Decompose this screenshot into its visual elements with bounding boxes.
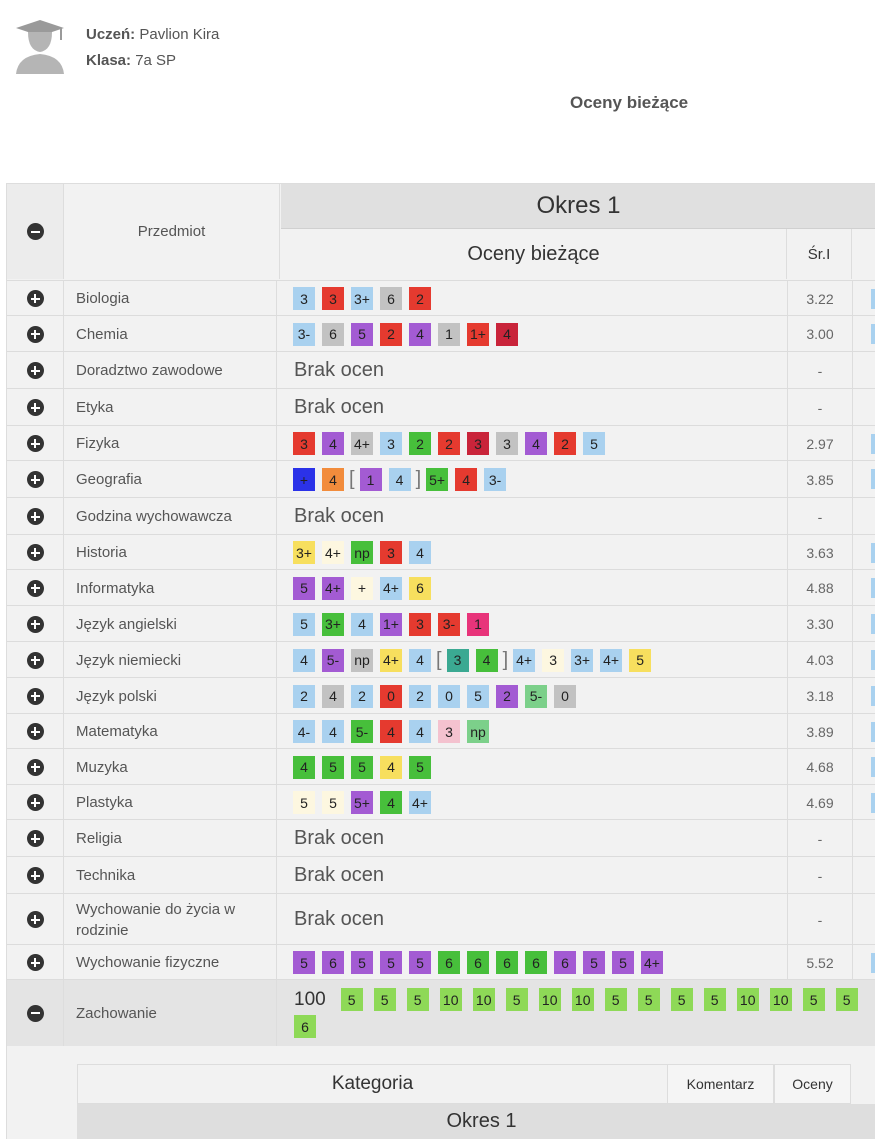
subject-name: Historia (64, 535, 277, 570)
row-action-edge[interactable] (871, 324, 875, 344)
grades-list (293, 570, 783, 606)
subject-row (7, 748, 875, 785)
plus-circle-icon (27, 399, 44, 416)
grades-list (293, 281, 783, 316)
grade-badge[interactable]: 5 (407, 988, 429, 1011)
expand-row-toggle[interactable] (7, 678, 64, 714)
grade-badge[interactable]: 4+ (513, 649, 535, 672)
grade-badge[interactable]: 5 (506, 988, 528, 1011)
grade-badge[interactable]: 5+ (351, 791, 373, 814)
plus-circle-icon (27, 759, 44, 776)
grade-badge[interactable]: 4- (293, 720, 315, 743)
plus-circle-icon (27, 580, 44, 597)
grade-badge[interactable]: 5 (583, 951, 605, 974)
no-grades-text: Brak ocen (294, 359, 385, 381)
subject-name: Chemia (64, 316, 277, 352)
current-grades-header: Oceny bieżące (281, 229, 787, 279)
row-action-edge[interactable] (871, 650, 875, 670)
grade-badge[interactable]: 5 (704, 988, 726, 1011)
expand-row-toggle[interactable] (7, 945, 64, 980)
grade-badge[interactable]: 6 (554, 951, 576, 974)
expand-row-toggle[interactable] (7, 498, 64, 535)
subject-name: Język niemiecki (64, 642, 277, 678)
bracket: [ (436, 648, 442, 671)
expand-row-toggle[interactable] (7, 535, 64, 570)
subject-row (7, 569, 875, 606)
grade-badge[interactable]: 2 (554, 432, 576, 455)
subject-row (7, 856, 875, 894)
grade-badge[interactable]: 4 (525, 432, 547, 455)
average-value: 3.89 (787, 714, 853, 749)
bracket: ] (502, 648, 509, 671)
grade-badge[interactable]: 5- (322, 649, 344, 672)
grade-badge[interactable]: 0 (380, 685, 402, 708)
grade-badge[interactable]: 10 (770, 988, 792, 1011)
grade-badge[interactable]: 3- (293, 323, 315, 346)
grade-badge[interactable]: 10 (572, 988, 594, 1011)
subject-name: Język angielski (64, 606, 277, 642)
no-grades-text: Brak ocen (294, 505, 385, 527)
subject-row (7, 819, 875, 857)
grade-badge[interactable]: 5 (583, 432, 605, 455)
no-grades-text: Brak ocen (294, 864, 385, 886)
grade-badge[interactable]: 5 (293, 791, 315, 814)
grade-badge[interactable]: 2 (409, 287, 431, 310)
grade-badge[interactable]: 5- (525, 685, 547, 708)
grade-badge[interactable]: 5 (836, 988, 858, 1011)
no-grades-text: Brak ocen (294, 908, 385, 930)
subject-row (7, 460, 875, 498)
grade-badge[interactable]: 6 (380, 287, 402, 310)
plus-circle-icon (27, 544, 44, 561)
subject-name: Wychowanie do życia w rodzinie (64, 894, 277, 945)
average-value: 3.00 (787, 316, 853, 352)
grade-badge[interactable]: 5 (605, 988, 627, 1011)
grade-badge[interactable]: 4 (380, 720, 402, 743)
subject-name: Język polski (64, 678, 277, 714)
plus-circle-icon (27, 794, 44, 811)
grade-badge[interactable]: np (351, 649, 373, 672)
plus-circle-icon (27, 435, 44, 452)
grade-badge[interactable]: 1 (360, 468, 382, 491)
grade-badge[interactable]: 4 (409, 541, 431, 564)
grade-badge[interactable]: 3 (293, 432, 315, 455)
subject-row (7, 351, 875, 389)
grade-badge[interactable]: 4+ (600, 649, 622, 672)
grade-badge[interactable]: 3 (322, 287, 344, 310)
grade-badge[interactable]: 2 (438, 432, 460, 455)
grade-badge[interactable]: 4 (409, 720, 431, 743)
subject-row (7, 605, 875, 642)
grades-list (293, 820, 783, 857)
period-header: Okres 1 (281, 184, 875, 229)
behavior-row (7, 979, 875, 1046)
grade-badge[interactable]: 6 (322, 323, 344, 346)
plus-circle-icon (27, 830, 44, 847)
subject-row (7, 677, 875, 714)
average-value: - (787, 389, 853, 426)
grade-badge[interactable]: 3 (409, 613, 431, 636)
category-header: Kategoria (77, 1064, 668, 1104)
grade-badge[interactable]: 5 (671, 988, 693, 1011)
expand-row-toggle[interactable] (7, 857, 64, 894)
grade-badge[interactable]: 3 (293, 287, 315, 310)
expand-row-toggle[interactable] (7, 570, 64, 606)
grade-badge[interactable]: 4 (351, 613, 373, 636)
subject-name: Zachowanie (64, 980, 277, 1046)
plus-circle-icon (27, 290, 44, 307)
grades-list (293, 749, 783, 785)
grade-badge[interactable]: 5 (409, 951, 431, 974)
average-value: - (787, 352, 853, 389)
grade-badge[interactable]: 10 (473, 988, 495, 1011)
plus-circle-icon (27, 723, 44, 740)
average-value: 4.88 (787, 570, 853, 606)
grade-badge[interactable]: 2 (496, 685, 518, 708)
grade-badge[interactable]: 4+ (380, 577, 402, 600)
row-action-edge[interactable] (871, 543, 875, 563)
grade-badge[interactable]: 10 (737, 988, 759, 1011)
expand-row-toggle[interactable] (7, 749, 64, 785)
student-class-line: Klasa: 7a SP (86, 52, 177, 69)
grade-badge[interactable]: 5 (374, 988, 396, 1011)
grade-badge[interactable]: 4 (293, 756, 315, 779)
subject-row (7, 497, 875, 535)
grade-badge[interactable]: 6 (438, 951, 460, 974)
grade-badge[interactable]: 5 (638, 988, 660, 1011)
plus-circle-icon (27, 471, 44, 488)
subject-name: Godzina wychowawcza (64, 498, 277, 535)
plus-circle-icon (27, 616, 44, 633)
bracket: [ (349, 468, 355, 490)
subject-name: Informatyka (64, 570, 277, 606)
grade-badge[interactable]: 4 (409, 323, 431, 346)
plus-circle-icon (27, 911, 44, 928)
grade-badge[interactable]: 4 (389, 468, 411, 491)
subject-row (7, 893, 875, 945)
behavior-points-list (294, 980, 869, 1046)
average-value: 4.69 (787, 785, 853, 820)
grade-badge[interactable]: 1 (438, 323, 460, 346)
average-value: 3.22 (787, 281, 853, 316)
expand-row-toggle[interactable] (7, 281, 64, 316)
grade-badge[interactable]: 6 (322, 951, 344, 974)
grade-badge[interactable]: 4 (322, 432, 344, 455)
grade-badge[interactable]: 0 (554, 685, 576, 708)
subject-name: Religia (64, 820, 277, 857)
grades-list (293, 389, 783, 426)
grade-badge[interactable]: + (351, 577, 373, 600)
grade-badge[interactable]: 10 (440, 988, 462, 1011)
grade-badge[interactable]: 2 (293, 685, 315, 708)
no-grades-text: Brak ocen (294, 396, 385, 418)
average-value: 4.68 (787, 749, 853, 785)
average-value: - (787, 820, 853, 857)
average-column-header: Śr.I (787, 229, 852, 279)
grades-list (293, 785, 783, 820)
grade-badge[interactable]: 4+ (641, 951, 663, 974)
grade-badge[interactable]: 6 (409, 577, 431, 600)
grade-badge[interactable]: 6 (294, 1015, 316, 1038)
subject-name: Biologia (64, 281, 277, 316)
expand-row-toggle[interactable] (7, 785, 64, 820)
grade-badge[interactable]: 3+ (322, 613, 344, 636)
row-action-edge[interactable] (871, 469, 875, 489)
grade-badge[interactable]: 4 (380, 756, 402, 779)
expand-row-toggle[interactable] (7, 606, 64, 642)
grades-list (293, 894, 783, 945)
bracket: ] (415, 468, 422, 490)
subject-row (7, 641, 875, 678)
grade-badge[interactable]: 1 (467, 613, 489, 636)
behavior-grades-header: Oceny (774, 1064, 851, 1104)
grade-badge[interactable]: np (467, 720, 489, 743)
grades-table (6, 183, 875, 1139)
row-action-edge[interactable] (871, 686, 875, 706)
expand-row-toggle[interactable] (7, 714, 64, 749)
grade-badge[interactable]: 3 (496, 432, 518, 455)
grade-badge[interactable]: 4+ (322, 541, 344, 564)
subject-name: Fizyka (64, 426, 277, 461)
minus-circle-icon (27, 1005, 44, 1022)
page-title: Oceny bieżące (570, 93, 689, 112)
subject-column-header: Przedmiot (64, 184, 280, 279)
grade-badge[interactable]: 3 (467, 432, 489, 455)
student-name-line: Uczeń: Pavlion Kira (86, 26, 220, 43)
grade-badge[interactable]: 4+ (322, 577, 344, 600)
grade-badge[interactable]: 3 (380, 432, 402, 455)
subject-row (7, 713, 875, 749)
grades-list (293, 606, 783, 642)
student-info (86, 22, 219, 74)
subject-row (7, 315, 875, 352)
grade-badge[interactable]: 5 (293, 577, 315, 600)
plus-circle-icon (27, 954, 44, 971)
grade-badge[interactable]: 3+ (351, 287, 373, 310)
comment-header: Komentarz (667, 1064, 774, 1104)
subject-name: Plastyka (64, 785, 277, 820)
subject-row (7, 944, 875, 980)
grade-badge[interactable]: 5 (351, 951, 373, 974)
plus-circle-icon (27, 326, 44, 343)
grades-list (293, 426, 783, 461)
grade-badge[interactable]: 3 (542, 649, 564, 672)
expand-row-toggle[interactable] (7, 316, 64, 352)
grade-badge[interactable]: 6 (525, 951, 547, 974)
subject-row (7, 388, 875, 426)
grade-badge[interactable]: 5 (409, 756, 431, 779)
average-value: 5.52 (787, 945, 853, 980)
grade-badge[interactable]: 4 (476, 649, 498, 672)
row-action-edge[interactable] (871, 793, 875, 813)
expand-row-toggle[interactable] (7, 820, 64, 857)
grade-badge[interactable]: 5 (612, 951, 634, 974)
grades-list (293, 352, 783, 389)
grade-badge[interactable]: 4 (322, 720, 344, 743)
grade-badge[interactable]: 5 (467, 685, 489, 708)
subject-row (7, 534, 875, 570)
row-action-edge[interactable] (871, 578, 875, 598)
subject-row (7, 425, 875, 461)
grade-badge[interactable]: 2 (409, 432, 431, 455)
row-action-edge[interactable] (871, 953, 875, 973)
grade-badge[interactable]: 4 (380, 791, 402, 814)
expand-row-toggle[interactable] (7, 642, 64, 678)
row-action-edge[interactable] (871, 614, 875, 634)
plus-circle-icon (27, 867, 44, 884)
grade-badge[interactable]: 4 (293, 649, 315, 672)
grade-badge[interactable]: 3- (438, 613, 460, 636)
grade-badge[interactable]: 1+ (380, 613, 402, 636)
grades-list (293, 945, 783, 980)
grade-badge[interactable]: 5 (341, 988, 363, 1011)
grade-badge[interactable]: 3 (380, 541, 402, 564)
average-value: - (787, 894, 853, 945)
plus-circle-icon (27, 688, 44, 705)
grade-badge[interactable]: 4 (409, 649, 431, 672)
grades-list (293, 714, 783, 749)
grade-badge[interactable]: 1+ (467, 323, 489, 346)
average-value: 3.30 (787, 606, 853, 642)
grade-badge[interactable]: 5+ (426, 468, 448, 491)
grade-badge[interactable]: 4 (455, 468, 477, 491)
grade-badge[interactable]: 3+ (293, 541, 315, 564)
average-value: 3.63 (787, 535, 853, 570)
subject-name: Geografia (64, 461, 277, 498)
grades-list (293, 316, 783, 352)
grade-badge[interactable]: 10 (539, 988, 561, 1011)
grade-badge[interactable]: 3+ (571, 649, 593, 672)
grade-badge[interactable]: 2 (380, 323, 402, 346)
collapse-all-toggle[interactable] (7, 184, 64, 279)
expand-row-toggle[interactable] (7, 426, 64, 461)
grade-badge[interactable]: 6 (496, 951, 518, 974)
plus-circle-icon (27, 508, 44, 525)
expand-row-toggle[interactable] (7, 352, 64, 389)
grade-badge[interactable]: + (293, 468, 315, 491)
subject-name: Wychowanie fizyczne (64, 945, 277, 980)
grade-badge[interactable]: np (351, 541, 373, 564)
grades-list (293, 498, 783, 535)
subject-name: Doradztwo zawodowe (64, 352, 277, 389)
grade-badge[interactable]: 5 (293, 951, 315, 974)
grades-list (293, 857, 783, 894)
average-value: - (787, 857, 853, 894)
grade-badge[interactable]: 4 (322, 468, 344, 491)
behavior-period-header: Okres 1 (77, 1104, 875, 1139)
grade-badge[interactable]: 6 (467, 951, 489, 974)
average-value: 3.18 (787, 678, 853, 714)
behavior-detail-table (77, 1064, 875, 1139)
subject-name: Technika (64, 857, 277, 894)
minus-circle-icon (27, 223, 44, 240)
grades-list (293, 535, 783, 570)
grade-badge[interactable]: 0 (438, 685, 460, 708)
row-action-edge[interactable] (871, 289, 875, 309)
average-value: 2.97 (787, 426, 853, 461)
grade-badge[interactable]: 5 (380, 951, 402, 974)
grade-badge[interactable]: 4+ (409, 791, 431, 814)
row-action-edge[interactable] (871, 434, 875, 454)
grade-badge[interactable]: 5 (322, 791, 344, 814)
grade-badge[interactable]: 4 (496, 323, 518, 346)
grade-badge[interactable]: 5- (351, 720, 373, 743)
expand-row-toggle[interactable] (7, 461, 64, 498)
grades-list (293, 461, 783, 498)
expand-row-toggle[interactable] (7, 389, 64, 426)
subject-name: Etyka (64, 389, 277, 426)
grade-badge[interactable]: 5 (351, 323, 373, 346)
plus-circle-icon (27, 652, 44, 669)
grade-badge[interactable]: 5 (803, 988, 825, 1011)
row-action-edge[interactable] (871, 722, 875, 742)
subject-name: Matematyka (64, 714, 277, 749)
student-header (0, 0, 875, 120)
row-action-edge[interactable] (871, 757, 875, 777)
grade-badge[interactable]: 2 (409, 685, 431, 708)
grade-badge[interactable]: 5 (629, 649, 651, 672)
no-grades-text: Brak ocen (294, 827, 385, 849)
grades-list (293, 678, 783, 714)
plus-circle-icon (27, 362, 44, 379)
expand-row-toggle[interactable] (7, 894, 64, 945)
grade-badge[interactable]: 4+ (380, 649, 402, 672)
average-value: 3.85 (787, 461, 853, 498)
grade-badge[interactable]: 4+ (351, 432, 373, 455)
subject-name: Muzyka (64, 749, 277, 785)
student-avatar-icon (14, 18, 66, 74)
grade-badge[interactable]: 5 (351, 756, 373, 779)
grade-badge[interactable]: 3- (484, 468, 506, 491)
subject-row (7, 784, 875, 820)
grade-badge[interactable]: 5 (322, 756, 344, 779)
grade-badge[interactable]: 4 (322, 685, 344, 708)
grade-badge[interactable]: 3 (438, 720, 460, 743)
grade-badge[interactable]: 5 (293, 613, 315, 636)
subject-row (7, 280, 875, 316)
average-value: - (787, 498, 853, 535)
grade-badge[interactable]: 2 (351, 685, 373, 708)
average-value: 4.03 (787, 642, 853, 678)
grades-list (293, 642, 783, 678)
behavior-initial-points: 100 (294, 988, 326, 1010)
collapse-behavior-toggle[interactable] (7, 980, 64, 1046)
grade-badge[interactable]: 3 (447, 649, 469, 672)
